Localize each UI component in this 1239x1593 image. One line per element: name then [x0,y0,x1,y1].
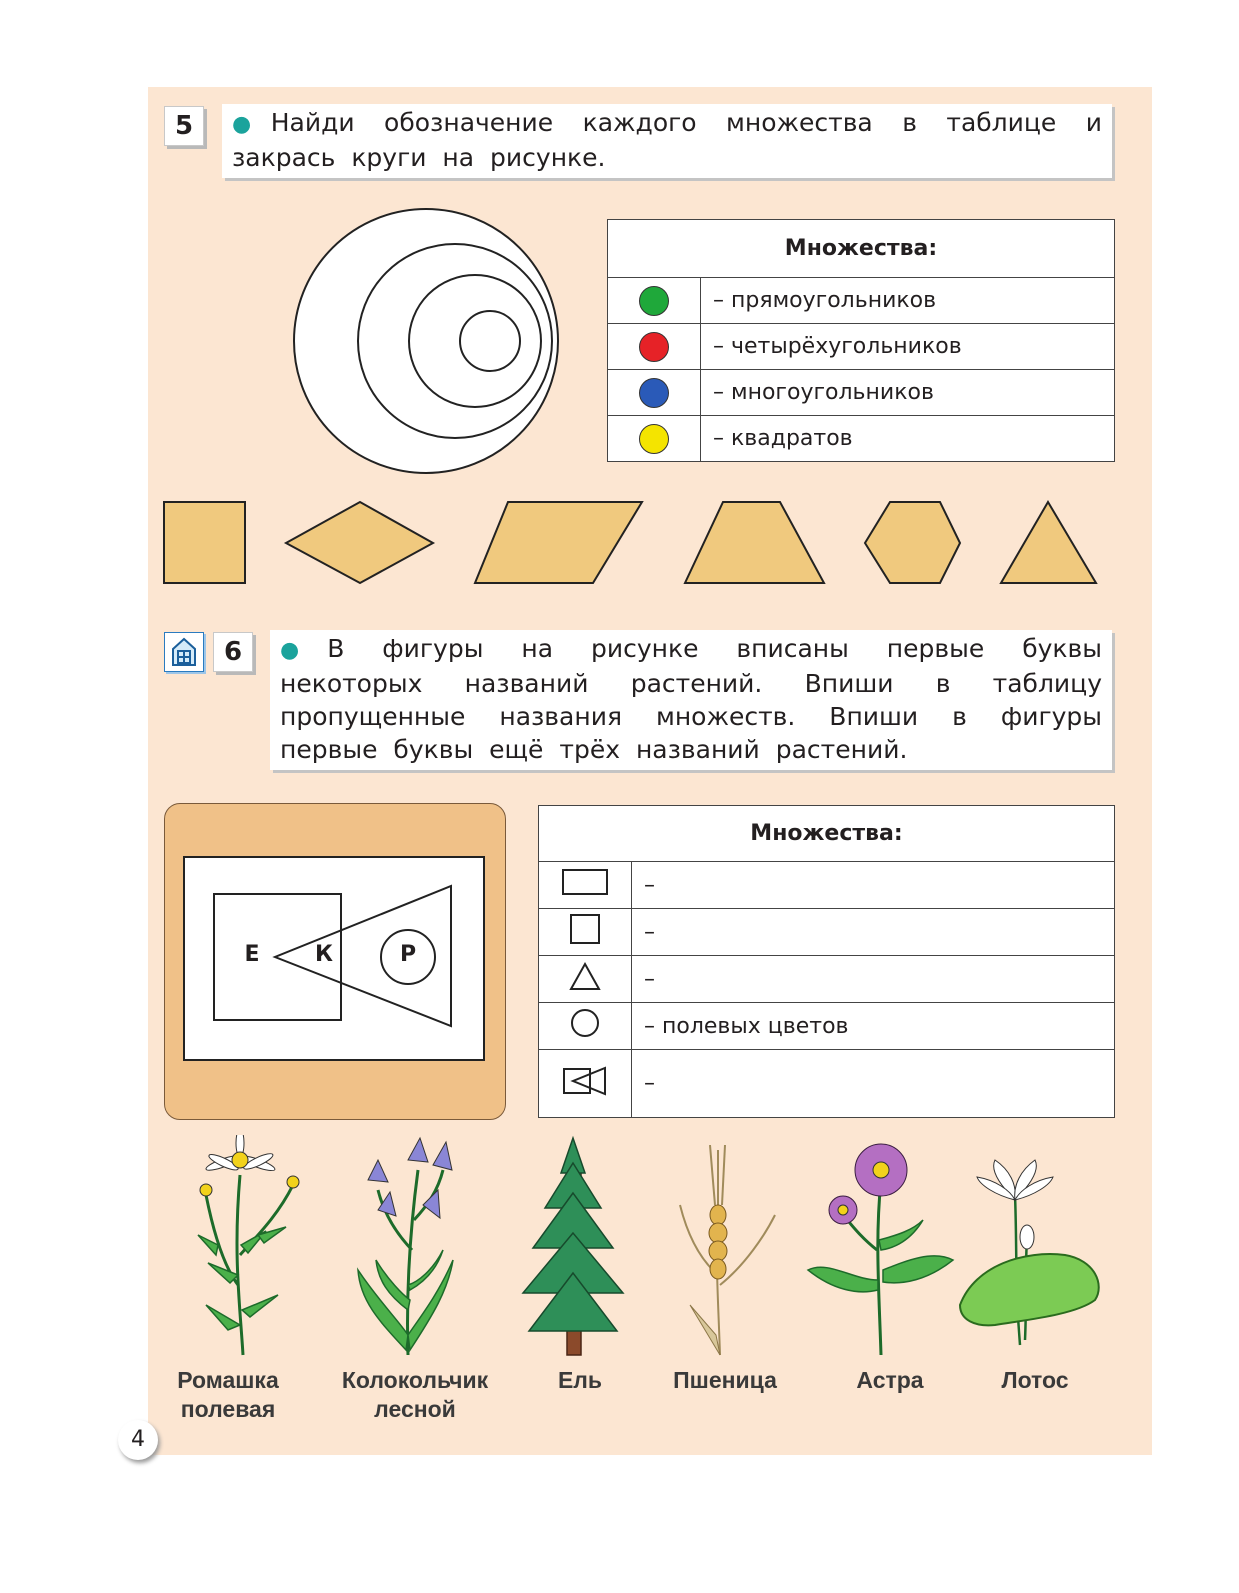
bullet-icon: ● [280,638,322,663]
table-row [608,324,1115,370]
red-dot-icon [639,332,669,362]
homework-house-icon [164,632,204,672]
set-label: – полевых цветов [632,1003,1115,1050]
shapes-row [150,495,1110,595]
task-5-text-content: Найди обозначение каждого множества в таблице и закрась круги на рисунке. [232,108,1102,172]
spruce-illustration [515,1133,630,1358]
letter-e[interactable]: Е [244,942,260,967]
set-label: – квадратов [701,416,1115,462]
task-5-text [222,104,1112,178]
square-icon [569,913,601,945]
circle-inner[interactable] [460,311,520,371]
table-row [539,1050,1115,1118]
set-label: – прямоугольников [701,278,1115,324]
plant-label-bellflower [330,1366,500,1424]
page-number: 4 [118,1420,158,1460]
plant-label-chamomile [150,1366,306,1424]
blue-dot-icon [639,378,669,408]
circle-icon [569,1007,601,1039]
yellow-dot-icon [639,424,669,454]
task-6-text-content: В фигуры на рисунке вписаны первые буквы некоторых названий растений. Впиши в таблицу пропущенные названия множеств. Впиши в фигуры первые буквы ещё трёх названий растений. [280,634,1102,764]
set-input[interactable]: – [632,1050,1115,1118]
table-row [608,278,1115,324]
set-input[interactable]: – [632,956,1115,1003]
trapezoid-shape [685,502,824,583]
plant-name-line2: полевая [180,1396,276,1422]
aster-illustration [803,1140,958,1360]
plant-name: Ромашка [177,1367,279,1393]
plant-label-lotus: Лотос [1001,1367,1069,1393]
parallelogram-shape [475,502,642,583]
wheat-illustration [670,1145,785,1360]
combined-shape-icon [561,1065,609,1097]
rhombus-shape [286,502,433,583]
triangle-shape [1001,502,1096,583]
plant-label-spruce: Ель [557,1367,603,1393]
bellflower-illustration [348,1130,468,1360]
task-6-number: 6 [213,632,253,672]
plant-label-aster: Астра [856,1367,924,1393]
letter-k[interactable]: К [315,942,333,967]
table-row [539,862,1115,909]
task-6-sets-table [538,805,1115,1118]
table-row [608,370,1115,416]
table-row [539,956,1115,1003]
plant-label-wheat: Пшеница [673,1367,777,1393]
plant-name-line2: лесной [374,1396,456,1422]
square-shape [164,502,245,583]
set-input[interactable]: – [632,909,1115,956]
nested-circles-diagram [290,205,565,480]
letter-r[interactable]: Р [399,942,417,967]
rectangle-icon [561,867,609,897]
table-title: Множества: [608,220,1115,278]
task-5-sets-table [607,219,1115,462]
bullet-icon: ● [232,112,265,137]
green-dot-icon [639,286,669,316]
chamomile-illustration [168,1135,308,1360]
task-6-text [270,630,1112,770]
table-title: Множества: [539,806,1115,862]
hexagon-shape [865,502,960,583]
table-row [539,1003,1115,1050]
set-label: – четырёхугольников [701,324,1115,370]
triangle-icon [569,961,601,991]
plant-name: Колокольчик [341,1367,489,1393]
task-5-number: 5 [164,106,204,146]
set-label: – многоугольников [701,370,1115,416]
table-row [539,909,1115,956]
set-input[interactable]: – [632,862,1115,909]
table-row [608,416,1115,462]
lotus-illustration [955,1155,1105,1350]
